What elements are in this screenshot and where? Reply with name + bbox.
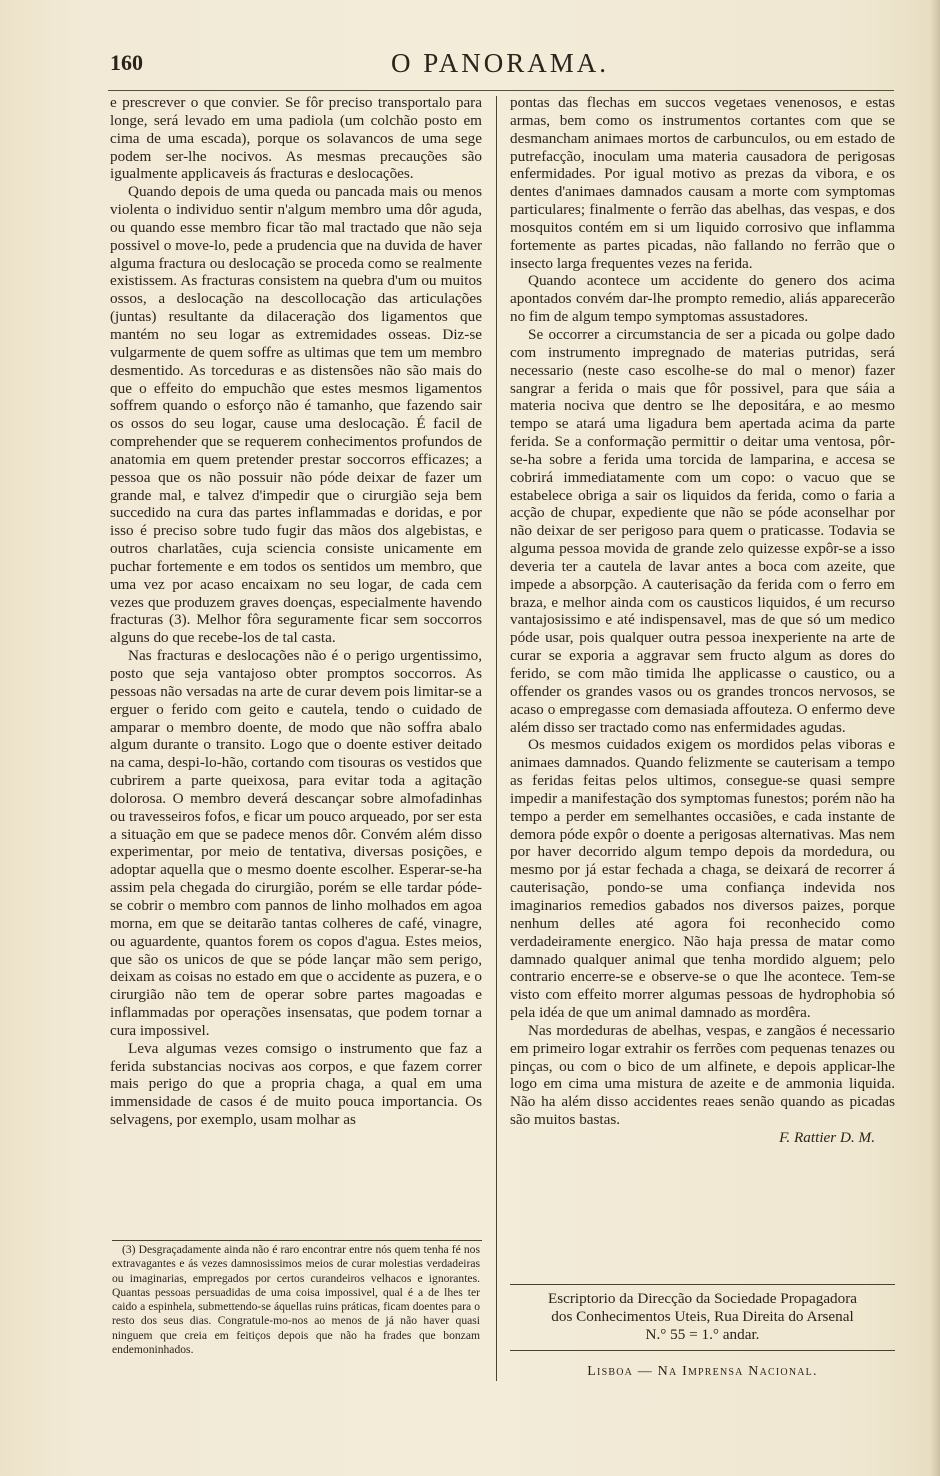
paragraph: e prescrever o que convier. Se fôr preciso transportalo para longe, será levado em uma padiola (um colchão posto em cima de uma escada), porque os solavancos de uma sege podem ser-lhe nocivos. As mesmas precauções são igualmente applicaveis ás fracturas e deslocações. — [110, 94, 482, 183]
colophon — [510, 1290, 895, 1344]
footnote-rule — [112, 1240, 482, 1241]
page-edge-shadow — [930, 0, 940, 1476]
paragraph: Leva algumas vezes comsigo o instrumento que faz a ferida substancias nocivas aos corpos, e que fazem correr mais perigo do que a propria chaga, a qual em uma immensidade de casos é de muito pouca importancia. Os selvagens, por exemplo, usam molhar as — [110, 1039, 482, 1129]
column-divider — [496, 96, 497, 1381]
paragraph: Quando acontece um accidente do genero dos acima apontados convém dar-lhe prompto remedio, aliás apparecerão no fim de algum tempo symptomas assustadores. — [510, 272, 895, 326]
paragraph: Nas fracturas e deslocações não é o perigo urgentissimo, posto que seja vantajoso obter promptos soccorros. As pessoas não versadas na arte de curar devem pois limitar-se a erguer o ferido com geito e cautela, tendo o cuidado de amparar o membro doente, de modo que não soffra abalo algum durante o transito. Logo que o doente estiver deitado na cama, despi-lo-hão, cortando com tisouras os vestidos que cubrirem a parte queixosa, para evitar toda a agitação dolorosa. O membro deverá descançar sobre almofadinhas ou travesseiros fofos, e ficar um pouco arqueado, por ser esta a situação em que se padece menos dôr. Convém além disso experimentar, por meio de tentativa, diversas posições, e adoptar aquella que o mesmo doente escolher. Esperar-se-ha assim pela chegada do cirurgião, porém se elle tardar póde-se cobrir o membro com pannos de linho molhados em agoa morna, em que se deitarão tantas colheres de café, vinagre, ou aguardente, quantos forem os copos d'agua. Estes meios, que são os unicos de que se póde lançar mão sem perigo, deixam as coisas no estado em que o accidente as puzera, e o cirurgião não tem de operar sobre partes magoadas e inflammadas por operações insensatas, que podem tornar a cura impossivel. — [110, 647, 482, 1039]
right-column — [510, 94, 895, 1147]
header-rule — [108, 90, 894, 91]
footnote: (3) Desgraçadamente ainda não é raro encontrar entre nós quem tenha fé nos extravagantes e ás vezes damnosissimos meios de curar molestias verdadeiras ou imaginarias, empregados por certos curandeiros velhacos e ignorantes. Quantas pessoas persuadidas de uma coisa impossivel, qual é a de lhes ter caido a espinhela, submettendo-se áquellas ruins práticas, ficam doentes para o resto dos seus dias. Congratule-mo-nos ao menos de já não haver quasi ninguem que creia em feitiços depois que não ha frades que bonzam endemoninhados. — [112, 1243, 480, 1357]
colophon-line: dos Conhecimentos Uteis, Rua Direita do Arsenal — [551, 1308, 854, 1325]
left-column — [110, 94, 482, 1129]
paragraph: pontas das flechas em succos vegetaes venenosos, e estas armas, bem como os instrumentos cortantes com que se desmancham animaes mortos de carbunculos, ou em estado de putrefacção, inoculam uma materia causadora de perigosas enfermidades. Por igual motivo as prezas da vibora, e os dentes d'animaes damnados causam a morte com symptomas particulares; finalmente o ferrão das abelhas, das vespas, e dos mosquitos contém em si um liquido corrosivo que inflamma fortemente as partes picadas, não fallando no ferrão que o insecto larga frequentes vezes na ferida. — [510, 94, 895, 272]
colophon-line: Escriptorio da Direcção da Sociedade Propagadora — [547, 1290, 858, 1307]
paragraph: Os mesmos cuidados exigem os mordidos pelas viboras e animaes damnados. Quando felizmente se cauterisam a tempo as feridas feitas pelos ultimos, consegue-se quasi sempre impedir a manifestação dos symptomas funestos; porém não ha tempo a perder em semelhantes occasiões, e cada instante de demora póde expôr o doente a perigosas alternativas. Mas nem por haver decorrido algum tempo depois da mordedura, ou mesmo por já estar fechada a chaga, se deixará de recorrer á cauterisação, pondo-se uma confiança indevida nos imaginarios remedios gabados nos diversos paizes, porque nenhum delles até agora foi reconhecido como verdadeiramente energico. Não haja pressa de matar como damnado qualquer animal que tenha mordido alguem; pelo contrario encerre-se e observe-se o que lhe acontece. Tem-se visto com effeito morrer algumas pessoas de hydrophobia só pela idéa de que um animal damnado as mordêra. — [510, 736, 895, 1022]
page-header — [110, 48, 890, 82]
imprint: Lisboa — Na Imprensa Nacional. — [587, 1364, 818, 1379]
journal-title: O PANORAMA. — [390, 48, 610, 78]
colophon-rule-top — [510, 1284, 895, 1285]
paragraph: Quando depois de uma queda ou pancada mais ou menos violenta o individuo sentir n'algum membro uma dôr aguda, ou quando esse membro ficar tão mal tractado que não seja possivel o move-lo, pede a prudencia que na duvida de haver alguma fractura ou deslocação se proceda como se realmente existissem. As fracturas consistem na quebra d'um ou muitos ossos, a deslocação na descollocação das articulações (juntas) resultante da dilaceração dos ligamentos que mantém no seu logar as extremidades osseas. Diz-se vulgarmente de quem soffre as ultimas que tem um membro desmentido. As torceduras e as distensões não são mais do que o effeito do empuchão que estes mesmos ligamentos soffrem quando o esforço não é tamanho, que fazendo sair os ossos do seu logar, cause uma deslocação. É facil de comprehender que se requerem conhecimentos profundos de anatomia em quem pretender prestar soccorros efficazes; a pessoa que os não possuir não póde deixar de fazer um grande mal, e talvez d'impedir que o cirurgião seja bem succedido na cura das partes inflammadas e doridas, e por isso é preciso sobre tudo fugir das mãos dos algebistas, e outros charlatães, cuja sciencia consiste unicamente em puchar fortemente e em todos os sentidos um membro, que uma vez por acaso encaixam no seu logar, de cada cem vezes que produzem graves doenças, especialmente havendo fracturas (3). Melhor fôra seguramente ficar sem soccorros alguns do que recebe-los de tal casta. — [110, 183, 482, 647]
page-number: 160 — [110, 50, 143, 75]
colophon-rule-bottom — [510, 1350, 895, 1351]
paragraph: Nas mordeduras de abelhas, vespas, e zangãos é necessario em primeiro logar extrahir os ferrões com pequenas tenazes ou pinças, ou com o bico de um alfinete, e depois applicar-lhe logo em cima uma mistura de azeite e de ammonia liquida. Não ha além disso accidentes reaes senão quando as picadas são muitos bastas. — [510, 1021, 895, 1129]
paragraph: Se occorrer a circumstancia de ser a picada ou golpe dado com instrumento impregnado de materias putridas, será necessario (neste caso escolhe-se do mal o menor) fazer sangrar a ferida o mais que fôr possivel, para que sáia a materia nociva que dentro se lhe depositára, e ao mesmo tempo se atará uma ligadura bem apertada acima da parte ferida. Se a conformação permittir o deitar uma ventosa, pôr-se-ha sobre a ferida uma torcida de lamparina, e accesa se cobrirá immediatamente com um copo: o vacuo que se estabelece obriga a sair os liquidos da ferida, como o faria a acção de chupar, expediente que não se póde aconselhar por não deixar de ser perigoso para quem o praticasse. Todavia se alguma pessoa movida de grande zelo quizesse expôr-se a isso deveria ter a cautela de lavar antes a boca com azeite, que impede a absorpção. A cauterisação da ferida com o ferro em braza, e melhor ainda com os causticos liquidos, é um recurso vantajosissimo e até indispensavel, mas de que só um medico póde usar, pois qualquer outra pessoa inexperiente na arte de curar se exporia a aggravar sem fructo algum as dores do ferido, se com mão timida lhe applicasse o caustico, ou a offender os grandes vasos ou os grandes troncos nervosos, se acaso o empregasse com demasiada affouteza. O enfermo deve além disso ser tractado como nas enfermidades agudas. — [510, 325, 895, 736]
colophon-line: N.° 55 = 1.° andar. — [645, 1326, 760, 1343]
author-signature: F. Rattier D. M. — [779, 1128, 875, 1146]
